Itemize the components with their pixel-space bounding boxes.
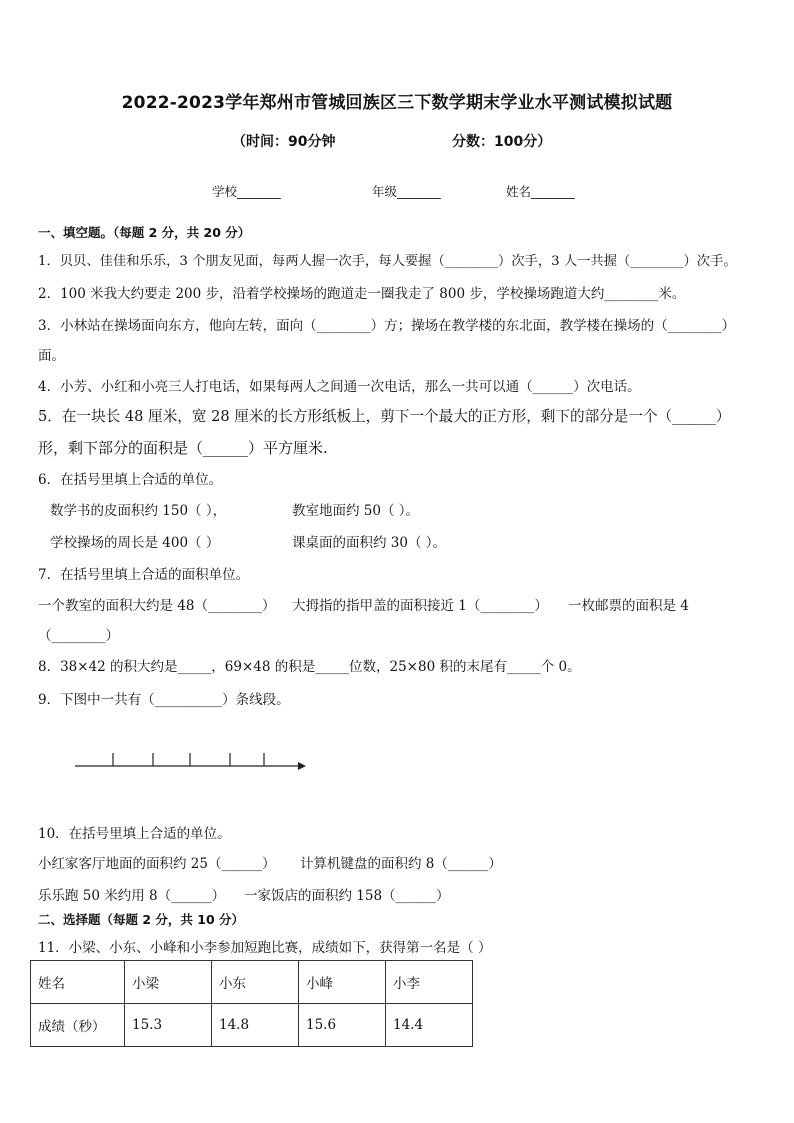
- question-6-a: 数学书的皮面积约 150（ ），: [50, 503, 227, 519]
- question-2: 2．100 米我大约要走 200 步，沿着学校操场的跑道走一圈我走了 800 步，学校操场跑道大约________米。: [38, 286, 686, 302]
- question-7-a: 一个教室的面积大约是 48（________）: [38, 598, 276, 614]
- table-cell: 小东: [212, 961, 299, 1004]
- exam-time: （时间：90分钟: [232, 134, 336, 150]
- exam-score: 分数：100分）: [452, 134, 552, 150]
- question-7-c: 一枚邮票的面积是 4: [568, 598, 689, 614]
- question-10-c: 乐乐跑 50 米约用 8（______）: [38, 888, 226, 904]
- question-5-line1: 5．在一块长 48 厘米，宽 28 厘米的长方形纸板上，剪下一个最大的正方形，剩下的部分是一个（______）: [38, 408, 731, 425]
- table-cell: 15.6: [299, 1004, 386, 1047]
- section-heading-fill-blank: 一、填空题。（每题 2 分，共 20 分）: [38, 225, 251, 240]
- question-8: 8．38×42 的积大约是_____，69×48 的积是_____位数，25×80 积的末尾有_____个 0。: [38, 659, 581, 675]
- question-1: 1．贝贝、佳佳和乐乐，3 个朋友见面，每两人握一次手，每人要握（________）次手，3 人一共握（________）次手。: [38, 254, 737, 269]
- table-cell: 小梁: [125, 961, 212, 1004]
- line-segment-figure: [70, 745, 310, 775]
- school-field: 学校_______: [212, 184, 281, 199]
- arrow-head-icon: [298, 762, 306, 770]
- question-11: 11．小梁、小东、小峰和小李参加短跑比赛，成绩如下，获得第一名是（ ）: [38, 940, 492, 956]
- question-10-heading: 10．在括号里填上合适的单位。: [38, 826, 231, 842]
- table-cell: 14.4: [386, 1004, 473, 1047]
- table-cell: 15.3: [125, 1004, 212, 1047]
- question-6-b: 教室地面约 50（ ）。: [292, 503, 420, 519]
- question-4: 4．小芳、小红和小亮三人打电话，如果每两人之间通一次电话，那么一共可以通（______）次电话。: [38, 379, 641, 395]
- question-7-b: 大拇指的指甲盖的面积接近 1（________）: [292, 598, 548, 614]
- question-10-d: 一家饭店的面积约 158（______）: [244, 888, 450, 904]
- question-3-line2: 面。: [38, 348, 65, 364]
- table-row: [31, 1004, 473, 1047]
- question-7-d: （________）: [38, 628, 119, 644]
- question-6-heading: 6．在括号里填上合适的单位。: [38, 472, 223, 488]
- name-field: 姓名_______: [506, 184, 575, 199]
- table-cell: 14.8: [212, 1004, 299, 1047]
- page-title: 2022-2023学年郑州市管城回族区三下数学期末学业水平测试模拟试题: [121, 93, 673, 113]
- table-header-row: [31, 961, 473, 1004]
- question-3-line1: 3．小林站在操场面向东方，他向左转，面向（________）方；操场在教学楼的东北面，教学楼在操场的（________）: [38, 318, 736, 334]
- question-10-a: 小红家客厅地面的面积约 25（______）: [38, 856, 276, 872]
- results-table: [30, 960, 473, 1047]
- table-cell: 小峰: [299, 961, 386, 1004]
- table-cell: 成绩（秒）: [31, 1004, 125, 1047]
- grade-field: 年级_______: [372, 184, 441, 199]
- question-9: 9．下图中一共有（__________）条线段。: [38, 692, 290, 708]
- question-7-heading: 7．在括号里填上合适的面积单位。: [38, 567, 250, 583]
- table-cell: 姓名: [31, 961, 125, 1004]
- question-10-b: 计算机键盘的面积约 8（______）: [300, 856, 502, 872]
- section-heading-choice: 二、选择题（每题 2 分，共 10 分）: [38, 912, 245, 927]
- question-6-d: 课桌面的面积约 30（ ）。: [292, 535, 447, 551]
- table-cell: 小李: [386, 961, 473, 1004]
- question-6-c: 学校操场的周长是 400（ ）: [50, 535, 220, 551]
- question-5-line2: 形，剩下部分的面积是（______）平方厘米.: [38, 439, 328, 457]
